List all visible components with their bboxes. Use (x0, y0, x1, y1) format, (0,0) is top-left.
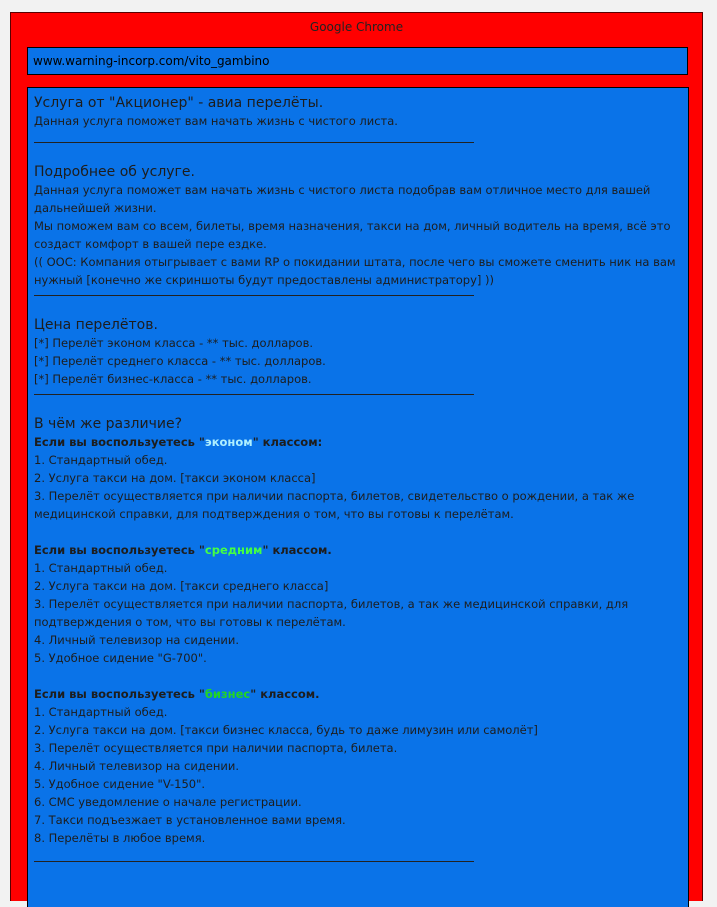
middle-item: 5. Удобное сидение "G-700". (34, 651, 207, 665)
price-item: [*] Перелёт среднего класса - ** тыс. долларов. (34, 354, 326, 368)
business-item: 4. Личный телевизор на сидении. (34, 759, 239, 773)
middle-lead: Если вы воспользуетесь "средним" классом. (34, 543, 332, 557)
business-item: 1. Стандартный обед. (34, 705, 168, 719)
middle-item: 3. Перелёт осуществляется при наличии паспорта, билетов, а так же медицинской справки, для (34, 597, 629, 611)
details-line: Мы поможем вам со всем, билеты, время назначения, такси на дом, личный водитель на время, всё это (34, 219, 671, 233)
browser-window (10, 12, 703, 901)
middle-class-word: средним (204, 543, 263, 557)
business-item: 6. СМС уведомление о начале регистрации. (34, 795, 302, 809)
prices-heading: Цена перелётов. (34, 317, 158, 333)
details-line: Данная услуга поможет вам начать жизнь с чистого листа подобрав вам отличное место для вашей (34, 183, 651, 197)
middle-item: 4. Личный телевизор на сидении. (34, 633, 239, 647)
economy-item: 1. Стандартный обед. (34, 453, 168, 467)
middle-item: подтверждения о том, что вы готовы к перелётам. (34, 615, 346, 629)
business-class-word: бизнес (204, 687, 251, 701)
divider (34, 861, 474, 862)
business-item: 3. Перелёт осуществляется при наличии паспорта, билета. (34, 741, 398, 755)
price-item: [*] Перелёт бизнес-класса - ** тыс. долларов. (34, 372, 312, 386)
details-line: (( OOC: Компания отыгрывает с вами RP о покидании штата, после чего вы сможете сменить ник на вам (34, 255, 676, 269)
business-item: 2. Услуга такси на дом. [такси бизнес класса, будь то даже лимузин или самолёт] (34, 723, 538, 737)
difference-heading: В чём же различие? (34, 416, 182, 432)
intro-heading: Услуга от "Акционер" - авиа перелёты. (34, 95, 324, 111)
economy-lead: Если вы воспользуетесь "эконом" классом: (34, 435, 323, 449)
business-item: 7. Такси подъезжает в установленное вами время. (34, 813, 346, 827)
economy-class-word: эконом (204, 435, 253, 449)
details-heading: Подробнее об услуге. (34, 164, 195, 180)
business-lead: Если вы воспользуетесь "бизнес" классом. (34, 687, 320, 701)
economy-item: 3. Перелёт осуществляется при наличии паспорта, билетов, свидетельство о рождении, а так же (34, 489, 635, 503)
details-line: нужный [конечно же скриншоты будут предоставлены администратору] )) (34, 273, 495, 287)
middle-item: 2. Услуга такси на дом. [такси среднего класса] (34, 579, 329, 593)
middle-item: 1. Стандартный обед. (34, 561, 168, 575)
intro-text: Данная услуга поможет вам начать жизнь с чистого листа. (34, 114, 398, 128)
economy-item: медицинской справки, для подтверждения о том, что вы готовы к перелётам. (34, 507, 514, 521)
price-item: [*] Перелёт эконом класса - ** тыс. долларов. (34, 336, 314, 350)
page-content (27, 87, 689, 907)
business-item: 5. Удобное сидение "V-150". (34, 777, 206, 791)
details-line: создаст комфорт в вашей пере ездке. (34, 237, 267, 251)
details-line: дальнейшей жизни. (34, 201, 157, 215)
address-bar[interactable]: www.warning-incorp.com/vito_gambino (27, 47, 688, 75)
business-item: 8. Перелёты в любое время. (34, 831, 206, 845)
economy-item: 2. Услуга такси на дом. [такси эконом класса] (34, 471, 316, 485)
window-title: Google Chrome (309, 20, 404, 34)
